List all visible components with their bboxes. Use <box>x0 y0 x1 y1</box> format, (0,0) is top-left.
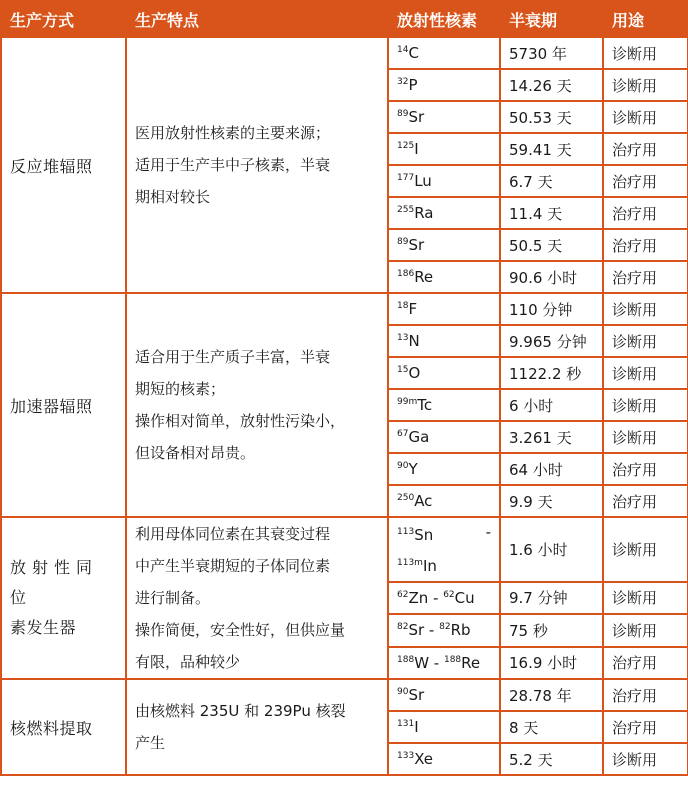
use-cell: 诊断用 <box>603 325 688 357</box>
use-cell: 诊断用 <box>603 614 688 646</box>
use-cell: 诊断用 <box>603 69 688 101</box>
half-life-cell: 50.53 天 <box>500 101 603 133</box>
element-symbol: Re <box>414 268 434 286</box>
nuclide-pair-cell <box>388 614 500 646</box>
nuclide-cell <box>388 679 500 711</box>
element-symbol: O <box>408 364 421 382</box>
parent-mass-number: 188 <box>397 654 415 665</box>
pair-separator: - <box>485 523 491 542</box>
mass-number: 90 <box>397 687 409 697</box>
element-symbol: F <box>408 300 418 318</box>
parent-symbol: W <box>414 653 430 672</box>
child-symbol: Rb <box>450 621 471 640</box>
feature-line: 利用母体同位素在其衰变过程 <box>135 525 331 543</box>
feature-line: 中产生半衰期短的子体同位素 <box>135 557 331 575</box>
nuclide-cell <box>388 133 500 165</box>
child-mass-number: 82 <box>439 622 451 633</box>
use-cell: 治疗用 <box>603 711 688 743</box>
use-cell: 治疗用 <box>603 679 688 711</box>
method-reactor-irradiation: 反应堆辐照 <box>1 37 126 293</box>
mass-number: 125 <box>397 141 415 151</box>
method-line: 素发生器 <box>10 618 77 637</box>
half-life-cell: 5.2 天 <box>500 743 603 775</box>
half-life-cell: 1.6 小时 <box>500 517 603 582</box>
use-cell: 治疗用 <box>603 485 688 517</box>
mass-number: 177 <box>397 173 415 183</box>
feature-line: 但设备相对昂贵。 <box>135 444 256 462</box>
parent-mass-number: 62 <box>397 589 409 600</box>
parent-mass-number: 82 <box>397 622 409 633</box>
element-symbol: Ra <box>414 204 434 222</box>
half-life-cell: 50.5 天 <box>500 229 603 261</box>
nuclide-cell <box>388 37 500 69</box>
nuclide-cell <box>388 711 500 743</box>
method-isotope-generator <box>1 517 126 679</box>
feature-line: 期相对较长 <box>135 188 211 206</box>
use-cell: 诊断用 <box>603 582 688 614</box>
pair-separator: - <box>424 621 440 640</box>
feature-line: 操作相对简单，放射性污染小， <box>135 412 346 430</box>
method-nuclear-fuel-extraction: 核燃料提取 <box>1 679 126 775</box>
use-cell: 诊断用 <box>603 517 688 582</box>
element-symbol: Xe <box>414 750 434 768</box>
use-cell: 治疗用 <box>603 133 688 165</box>
use-cell: 治疗用 <box>603 197 688 229</box>
half-life-cell: 75 秒 <box>500 614 603 646</box>
nuclide-pair-cell <box>388 582 500 614</box>
header-production-method: 生产方式 <box>1 1 126 37</box>
nuclide-cell <box>388 197 500 229</box>
use-cell: 治疗用 <box>603 165 688 197</box>
mass-number: 89 <box>397 237 409 247</box>
use-cell: 诊断用 <box>603 389 688 421</box>
mass-number: 99m <box>397 397 418 407</box>
pair-separator: - <box>428 588 444 607</box>
half-life-cell: 28.78 年 <box>500 679 603 711</box>
header-radionuclide: 放射性核素 <box>388 1 500 37</box>
use-cell: 治疗用 <box>603 647 688 679</box>
child-mass-number: 113m <box>397 558 423 569</box>
use-cell: 治疗用 <box>603 453 688 485</box>
half-life-cell: 9.965 分钟 <box>500 325 603 357</box>
features-accelerator-irradiation <box>126 293 388 517</box>
element-symbol: I <box>414 140 419 158</box>
child-symbol: Re <box>461 653 481 672</box>
half-life-cell: 9.9 天 <box>500 485 603 517</box>
use-cell: 诊断用 <box>603 293 688 325</box>
mass-number: 32 <box>397 77 409 87</box>
header-production-features: 生产特点 <box>126 1 388 37</box>
element-symbol: Tc <box>417 396 433 414</box>
mass-number: 13 <box>397 333 409 343</box>
element-symbol: Sr <box>408 108 425 126</box>
half-life-cell: 16.9 小时 <box>500 647 603 679</box>
element-symbol: C <box>408 44 419 62</box>
nuclide-pair-cell <box>388 647 500 679</box>
mass-number: 67 <box>397 429 409 439</box>
feature-line: 医用放射性核素的主要来源； <box>135 124 331 142</box>
pair-separator: - <box>429 653 444 672</box>
nuclide-cell <box>388 743 500 775</box>
half-life-cell: 64 小时 <box>500 453 603 485</box>
half-life-cell: 3.261 天 <box>500 421 603 453</box>
mass-number: 250 <box>397 493 415 503</box>
mass-number: 186 <box>397 269 415 279</box>
table-row <box>1 293 688 325</box>
use-cell: 诊断用 <box>603 421 688 453</box>
table-row <box>1 517 688 582</box>
nuclide-cell <box>388 421 500 453</box>
parent-mass-number: 113 <box>397 527 415 538</box>
feature-line: 适合用于生产质子丰富，半衰 <box>135 348 331 366</box>
child-mass-number: 188 <box>443 654 462 665</box>
element-symbol: Ga <box>408 428 430 446</box>
half-life-cell: 9.7 分钟 <box>500 582 603 614</box>
mass-number: 89 <box>397 109 409 119</box>
header-use: 用途 <box>603 1 688 37</box>
element-symbol: Lu <box>414 172 432 190</box>
mass-number: 131 <box>397 719 415 729</box>
nuclide-cell <box>388 293 500 325</box>
use-cell: 诊断用 <box>603 37 688 69</box>
half-life-cell: 11.4 天 <box>500 197 603 229</box>
nuclide-cell <box>388 453 500 485</box>
half-life-cell: 59.41 天 <box>500 133 603 165</box>
table-row <box>1 37 688 69</box>
nuclide-cell <box>388 229 500 261</box>
nuclide-cell <box>388 325 500 357</box>
mass-number: 15 <box>397 365 409 375</box>
use-cell: 诊断用 <box>603 101 688 133</box>
half-life-cell: 5730 年 <box>500 37 603 69</box>
features-reactor-irradiation <box>126 37 388 293</box>
nuclide-cell <box>388 165 500 197</box>
nuclide-cell <box>388 485 500 517</box>
parent-symbol: Sn <box>414 526 434 545</box>
nuclide-cell <box>388 357 500 389</box>
half-life-cell: 8 天 <box>500 711 603 743</box>
mass-number: 255 <box>397 205 415 215</box>
half-life-cell: 90.6 小时 <box>500 261 603 293</box>
feature-line: 进行制备。 <box>135 589 211 607</box>
feature-line: 操作简便，安全性好，但供应量 <box>135 621 346 639</box>
nuclide-pair-cell <box>388 517 500 582</box>
half-life-cell: 6.7 天 <box>500 165 603 197</box>
parent-symbol: Sr <box>408 621 425 640</box>
header-row <box>1 1 688 37</box>
header-half-life: 半衰期 <box>500 1 603 37</box>
half-life-cell: 14.26 天 <box>500 69 603 101</box>
element-symbol: Sr <box>408 686 425 704</box>
half-life-cell: 110 分钟 <box>500 293 603 325</box>
features-isotope-generator <box>126 517 388 679</box>
method-accelerator-irradiation: 加速器辐照 <box>1 293 126 517</box>
child-symbol: In <box>422 557 437 576</box>
parent-symbol: Zn <box>408 588 429 607</box>
nuclide-cell <box>388 389 500 421</box>
half-life-cell: 1122.2 秒 <box>500 357 603 389</box>
element-symbol: Sr <box>408 236 425 254</box>
use-cell: 诊断用 <box>603 357 688 389</box>
mass-number: 18 <box>397 301 409 311</box>
element-symbol: I <box>414 718 419 736</box>
table-row <box>1 679 688 711</box>
feature-line: 期短的核素； <box>135 380 226 398</box>
child-mass-number: 62 <box>443 589 455 600</box>
nuclide-cell <box>388 69 500 101</box>
half-life-cell: 6 小时 <box>500 389 603 421</box>
feature-line: 适用于生产丰中子核素，半衰 <box>135 156 331 174</box>
features-nuclear-fuel-extraction <box>126 679 388 775</box>
nuclide-cell <box>388 261 500 293</box>
mass-number: 14 <box>397 45 409 55</box>
method-line: 放射性同位 <box>10 558 99 607</box>
feature-line: 产生 <box>135 734 166 752</box>
use-cell: 诊断用 <box>603 743 688 775</box>
mass-number: 90 <box>397 461 409 471</box>
feature-line: 有限，品种较少 <box>135 653 241 671</box>
element-symbol: P <box>408 76 418 94</box>
element-symbol: Ac <box>414 492 433 510</box>
feature-line: 由核燃料 235U 和 239Pu 核裂 <box>135 702 346 720</box>
mass-number: 133 <box>397 751 415 761</box>
element-symbol: Y <box>408 460 418 478</box>
use-cell: 治疗用 <box>603 229 688 261</box>
element-symbol: N <box>408 332 420 350</box>
child-symbol: Cu <box>454 588 475 607</box>
use-cell: 治疗用 <box>603 261 688 293</box>
nuclide-cell <box>388 101 500 133</box>
